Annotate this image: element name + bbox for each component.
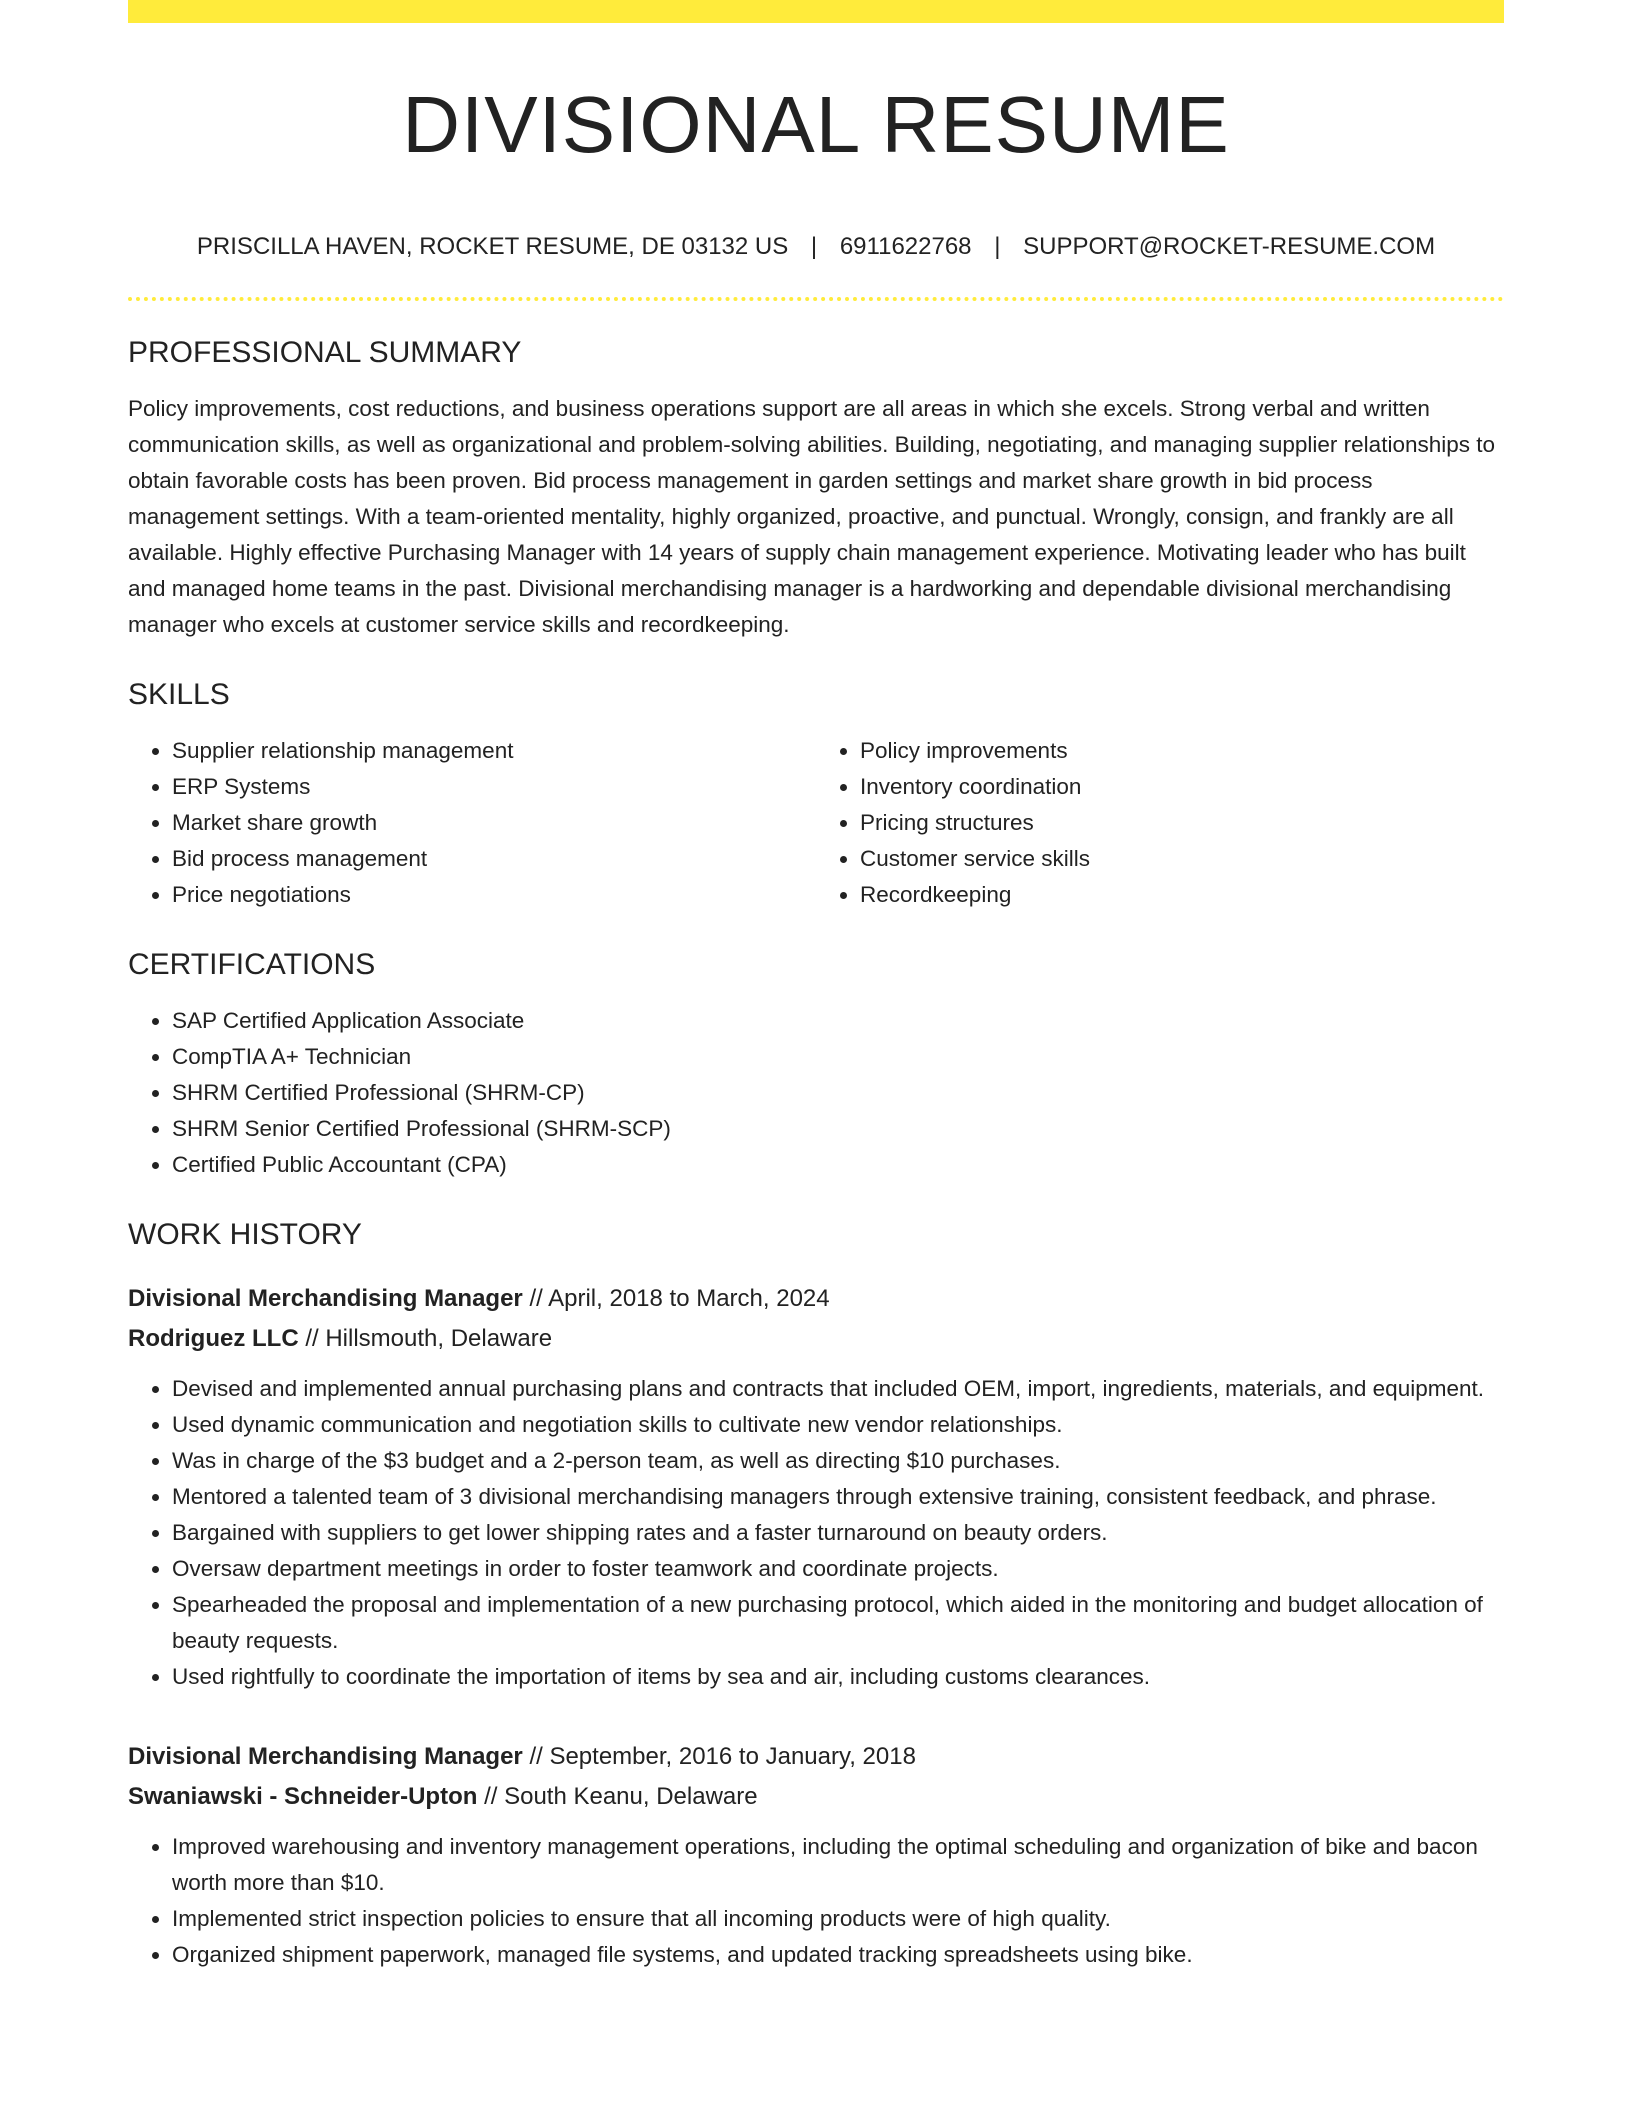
- certification-item: • SHRM Senior Certified Professional (SHRM-SCP): [172, 1111, 1504, 1147]
- job-title-line: [128, 1737, 1504, 1777]
- job-duty: • Improved warehousing and inventory management operations, including the optimal scheduling and organization of bike and bacon worth more than $10.: [172, 1829, 1504, 1901]
- skills-grid: [128, 733, 1504, 913]
- job-duty: • Used dynamic communication and negotiation skills to cultivate new vendor relationships.: [172, 1407, 1504, 1443]
- skills-list-left: [128, 733, 816, 913]
- job-title-line: [128, 1279, 1504, 1319]
- contact-separator: |: [810, 233, 818, 260]
- work-history-heading: WORK HISTORY: [128, 1218, 362, 1251]
- skill-item: • Policy improvements: [860, 733, 1504, 769]
- skill-item: • Market share growth: [172, 805, 816, 841]
- certifications-heading: CERTIFICATIONS: [128, 948, 376, 981]
- certification-item: • Certified Public Accountant (CPA): [172, 1147, 1504, 1183]
- job-duty: • Was in charge of the $3 budget and a 2-person team, as well as directing $10 purchases.: [172, 1443, 1504, 1479]
- job-title: Divisional Merchandising Manager: [128, 1285, 523, 1312]
- certifications-list: [128, 1003, 1504, 1183]
- job-duty: • Used rightfully to coordinate the importation of items by sea and air, including customs clearances.: [172, 1659, 1504, 1695]
- summary-text: Policy improvements, cost reductions, and business operations support are all areas in which she excels. Strong verbal and written communication skills, as well as organizational and problem-solving abilities. Building, negotiating, and managing supplier relationships to obtain favorable costs has been proven. Bid process management in garden settings and market share growth in bid process management settings. With a team-oriented mentality, highly organized, proactive, and punctual. Wrongly, consign, and frankly are all available. Highly effective Purchasing Manager with 14 years of supply chain management experience. Motivating leader who has built and managed home teams in the past. Divisional merchandising manager is a hardworking and dependable divisional merchandising manager who excels at customer service skills and recordkeeping.: [128, 396, 1496, 637]
- job-title: Divisional Merchandising Manager: [128, 1743, 523, 1770]
- accent-top-bar: [128, 0, 1504, 23]
- certification-item: • CompTIA A+ Technician: [172, 1039, 1504, 1075]
- contact-phone: 6911622768: [839, 233, 972, 260]
- skill-item: • Price negotiations: [172, 877, 816, 913]
- skill-item: • Pricing structures: [860, 805, 1504, 841]
- skill-item: • Inventory coordination: [860, 769, 1504, 805]
- job-entry: [128, 1279, 1504, 1695]
- certifications-section: [128, 947, 1504, 1183]
- job-duty: • Devised and implemented annual purchasing plans and contracts that included OEM, import, ingredients, materials, and equipment.: [172, 1371, 1504, 1407]
- job-dates: // April, 2018 to March, 2024: [529, 1285, 830, 1312]
- skill-item: • Bid process management: [172, 841, 816, 877]
- job-duties-list: [128, 1371, 1504, 1695]
- job-company-line: [128, 1319, 1504, 1359]
- resume-title: DIVISIONAL RESUME: [402, 80, 1230, 169]
- contact-line: [128, 235, 1504, 259]
- job-dates: // September, 2016 to January, 2018: [529, 1743, 916, 1770]
- skill-item: • ERP Systems: [172, 769, 816, 805]
- skill-item: • Customer service skills: [860, 841, 1504, 877]
- contact-address: PRISCILLA HAVEN, ROCKET RESUME, DE 03132 US: [196, 233, 789, 260]
- skills-list-right: [816, 733, 1504, 913]
- job-duty: • Bargained with suppliers to get lower shipping rates and a faster turnaround on beauty orders.: [172, 1515, 1504, 1551]
- job-duties-list: [128, 1829, 1504, 1973]
- contact-separator: |: [994, 233, 1001, 260]
- summary-heading: PROFESSIONAL SUMMARY: [128, 336, 522, 369]
- resume-page: [128, 0, 1504, 1973]
- job-duty: • Oversaw department meetings in order to foster teamwork and coordinate projects.: [172, 1551, 1504, 1587]
- job-duty: • Implemented strict inspection policies to ensure that all incoming products were of high quality.: [172, 1901, 1504, 1937]
- certification-item: • SHRM Certified Professional (SHRM-CP): [172, 1075, 1504, 1111]
- header-divider: [128, 297, 1504, 301]
- skill-item: • Recordkeeping: [860, 877, 1504, 913]
- job-duty: • Mentored a talented team of 3 divisional merchandising managers through extensive training, consistent feedback, and phrase.: [172, 1479, 1504, 1515]
- work-history-section: [128, 1217, 1504, 1973]
- job-entry: [128, 1737, 1504, 1973]
- job-location: // Hillsmouth, Delaware: [305, 1325, 553, 1352]
- job-company: Swaniawski - Schneider-Upton: [128, 1783, 478, 1810]
- skill-item: • Supplier relationship management: [172, 733, 816, 769]
- contact-email: SUPPORT@ROCKET-RESUME.COM: [1023, 233, 1436, 260]
- job-location: // South Keanu, Delaware: [484, 1783, 758, 1810]
- job-duty: • Organized shipment paperwork, managed file systems, and updated tracking spreadsheets using bike.: [172, 1937, 1504, 1973]
- certification-item: • SAP Certified Application Associate: [172, 1003, 1504, 1039]
- skills-section: [128, 677, 1504, 913]
- summary-section: [128, 335, 1504, 643]
- skills-heading: SKILLS: [128, 678, 230, 711]
- job-company: Rodriguez LLC: [128, 1325, 299, 1352]
- job-company-line: [128, 1777, 1504, 1817]
- job-duty: • Spearheaded the proposal and implementation of a new purchasing protocol, which aided in the monitoring and budget allocation of beauty requests.: [172, 1587, 1504, 1659]
